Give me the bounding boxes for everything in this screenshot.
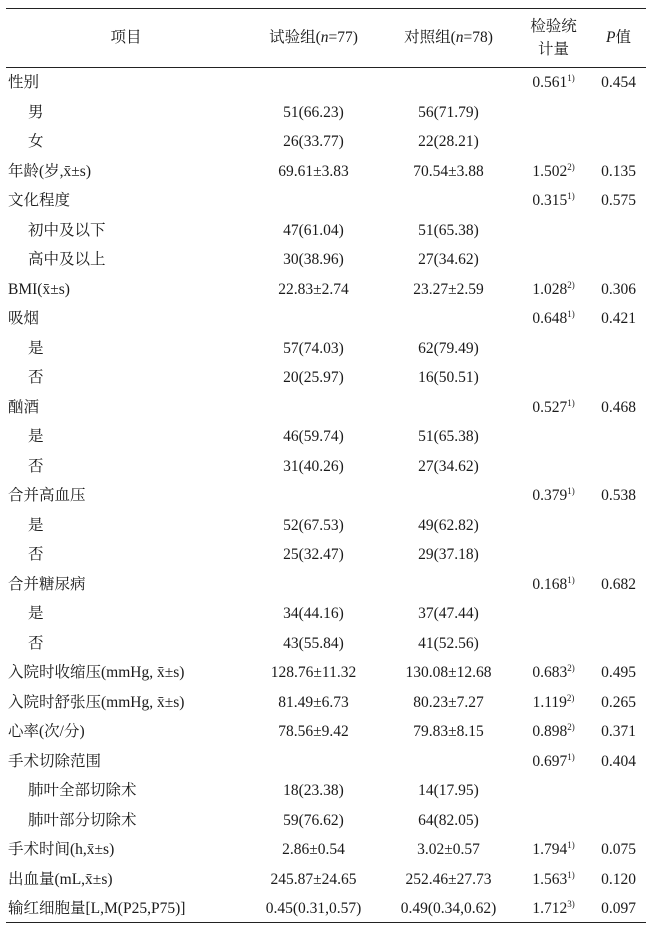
- table-row: [6, 334, 646, 364]
- test-statistic: [516, 481, 591, 511]
- statistic-footnote: 1): [567, 840, 575, 850]
- test-statistic: [516, 688, 591, 718]
- test-group-value: 43(55.84): [283, 634, 344, 652]
- row-label: 男: [28, 103, 44, 121]
- p-value: [591, 334, 646, 364]
- test-group-value: 22.83±2.74: [278, 280, 349, 298]
- test-statistic: [516, 363, 591, 393]
- p-value: 0.371: [601, 723, 636, 740]
- table-row: [6, 540, 646, 570]
- header-p-rest: 值: [615, 29, 631, 46]
- header-control-group: [381, 8, 516, 67]
- table-row: [6, 570, 646, 600]
- row-label: 入院时收缩压(mmHg, x̄±s): [8, 664, 185, 681]
- test-statistic: [516, 570, 591, 600]
- statistic-footnote: 1): [567, 486, 575, 496]
- statistic-footnote: 2): [566, 692, 575, 703]
- control-group-value: 0.49(0.34,0.62): [400, 900, 497, 917]
- p-value: 0.120: [601, 870, 636, 888]
- row-label: 否: [28, 369, 44, 386]
- test-statistic: [516, 894, 591, 924]
- header-item: [6, 8, 246, 67]
- test-statistic: [516, 806, 591, 836]
- control-group-value: [381, 186, 516, 216]
- statistic-footnote: 2): [567, 279, 575, 290]
- test-statistic: [516, 157, 591, 187]
- table-row: [6, 835, 646, 865]
- test-statistic: [516, 127, 591, 157]
- p-value: [591, 245, 646, 275]
- row-label: 心率(次/分): [8, 723, 85, 740]
- p-value: 0.135: [601, 162, 636, 180]
- table-row: [6, 68, 646, 98]
- p-value: [591, 540, 646, 570]
- test-statistic: [516, 629, 591, 659]
- table-row: [6, 422, 646, 452]
- statistic-footnote: 1): [567, 309, 575, 319]
- p-value: [591, 599, 646, 629]
- statistic-value: 1.712: [532, 900, 568, 917]
- row-label: 入院时舒张压(mmHg, x̄±s): [8, 693, 185, 711]
- test-statistic: [516, 865, 591, 895]
- test-statistic: [516, 422, 591, 452]
- test-group-value: [246, 481, 381, 511]
- statistic-value: 0.379: [532, 487, 568, 504]
- p-value: 0.538: [601, 487, 636, 504]
- test-group-value: [246, 186, 381, 216]
- header-stat-line2: 计量: [537, 40, 569, 58]
- test-group-value: [246, 393, 381, 423]
- test-statistic: [516, 186, 591, 216]
- header-ctrl-pre: 对照组(: [404, 29, 456, 46]
- table-row: [6, 865, 646, 895]
- statistic-value: 1.502: [532, 162, 568, 180]
- control-group-value: 51(65.38): [418, 428, 479, 445]
- header-stat-line1: 检验统: [530, 17, 577, 35]
- row-label: 否: [28, 457, 44, 475]
- table-row: [6, 245, 646, 275]
- test-group-value: 31(40.26): [283, 457, 344, 475]
- control-group-value: [381, 304, 516, 334]
- test-group-value: 2.86±0.54: [282, 841, 345, 858]
- statistic-footnote: 3): [567, 899, 575, 909]
- test-statistic: [516, 245, 591, 275]
- p-value: 0.265: [601, 693, 636, 711]
- header-p-italic: P: [606, 29, 616, 46]
- row-label: 否: [28, 634, 44, 652]
- control-group-value: 252.46±27.73: [405, 870, 492, 888]
- table-row: [6, 629, 646, 659]
- statistic-value: 1.563: [532, 870, 568, 888]
- row-label: 否: [28, 546, 44, 563]
- test-group-value: 59(76.62): [283, 811, 344, 829]
- row-label: 文化程度: [8, 192, 71, 209]
- p-value: 0.575: [601, 192, 636, 209]
- table-row: [6, 747, 646, 777]
- control-group-value: 130.08±12.68: [405, 664, 492, 681]
- statistic-value: 0.683: [532, 664, 568, 681]
- test-statistic: [516, 540, 591, 570]
- row-label: BMI(x̄±s): [8, 280, 70, 298]
- p-value: [591, 98, 646, 128]
- test-group-value: 81.49±6.73: [278, 693, 349, 711]
- control-group-value: 22(28.21): [418, 133, 479, 150]
- table-row: [6, 658, 646, 688]
- table-row: [6, 363, 646, 393]
- statistic-footnote: 2): [567, 663, 575, 673]
- row-label: 输红细胞量[L,M(P25,P75)]: [8, 900, 186, 917]
- p-value: 0.421: [601, 310, 636, 327]
- row-label: 女: [28, 133, 44, 150]
- test-group-value: 47(61.04): [283, 221, 344, 239]
- table-row: [6, 776, 646, 806]
- row-label: 年龄(岁,x̄±s): [8, 162, 91, 180]
- test-statistic: [516, 747, 591, 777]
- control-group-value: [381, 481, 516, 511]
- statistic-footnote: 1): [567, 869, 575, 880]
- row-label: 酗酒: [8, 398, 40, 416]
- test-group-value: 46(59.74): [283, 428, 344, 445]
- control-group-value: 70.54±3.88: [413, 162, 484, 180]
- statistic-value: 0.315: [532, 192, 568, 209]
- test-statistic: [516, 275, 591, 305]
- statistic-footnote: 1): [567, 73, 575, 83]
- control-group-value: 23.27±2.59: [413, 280, 484, 298]
- statistic-footnote: 2): [567, 161, 575, 172]
- row-label: 是: [28, 339, 44, 357]
- row-label: 性别: [8, 74, 40, 91]
- row-label: 吸烟: [8, 310, 40, 327]
- table-row: [6, 186, 646, 216]
- p-value: 0.097: [601, 900, 636, 917]
- table-row: [6, 894, 646, 924]
- header-item-label: 项目: [110, 29, 142, 46]
- p-value: 0.682: [601, 575, 636, 593]
- test-statistic: [516, 511, 591, 541]
- test-group-value: 25(32.47): [283, 546, 344, 563]
- test-statistic: [516, 393, 591, 423]
- table-bottom-rule: [6, 922, 646, 923]
- test-group-value: 52(67.53): [283, 516, 344, 534]
- test-statistic: [516, 68, 591, 98]
- row-label: 是: [28, 605, 44, 622]
- statistic-footnote: 1): [567, 397, 575, 408]
- test-group-value: 20(25.97): [283, 369, 344, 386]
- control-group-value: 49(62.82): [418, 516, 479, 534]
- statistic-value: 0.561: [532, 74, 568, 91]
- statistic-value: 1.119: [532, 693, 567, 711]
- control-group-value: 14(17.95): [418, 782, 479, 799]
- table-row: [6, 806, 646, 836]
- row-label: 肺叶全部切除术: [28, 782, 137, 799]
- table-row: [6, 688, 646, 718]
- statistic-value: 0.648: [532, 310, 568, 327]
- table-row: [6, 481, 646, 511]
- table-row: [6, 599, 646, 629]
- control-group-value: [381, 393, 516, 423]
- test-statistic: [516, 835, 591, 865]
- table-row: [6, 127, 646, 157]
- control-group-value: 3.02±0.57: [417, 841, 480, 858]
- statistic-footnote: 1): [567, 574, 575, 585]
- control-group-value: 29(37.18): [418, 546, 479, 563]
- p-value: [591, 452, 646, 482]
- statistic-value: 1.794: [532, 841, 568, 858]
- test-group-value: 51(66.23): [283, 103, 344, 121]
- control-group-value: 27(34.62): [418, 251, 479, 268]
- header-p-value: [591, 8, 646, 67]
- control-group-value: 79.83±8.15: [413, 723, 484, 740]
- table-row: [6, 452, 646, 482]
- control-group-value: 37(47.44): [418, 605, 479, 622]
- test-group-value: 78.56±9.42: [278, 723, 349, 740]
- control-group-value: 80.23±7.27: [413, 693, 484, 711]
- test-group-value: 26(33.77): [283, 133, 344, 150]
- row-label: 是: [28, 428, 44, 445]
- control-group-value: [381, 68, 516, 98]
- p-value: 0.306: [601, 280, 636, 298]
- test-statistic: [516, 717, 591, 747]
- test-statistic: [516, 216, 591, 246]
- row-label: 初中及以下: [28, 221, 106, 239]
- p-value: 0.404: [601, 752, 636, 770]
- p-value: [591, 216, 646, 246]
- control-group-value: 41(52.56): [418, 634, 479, 652]
- table-row: [6, 393, 646, 423]
- p-value: 0.454: [601, 74, 636, 91]
- row-label: 合并糖尿病: [8, 575, 86, 593]
- control-group-value: [381, 747, 516, 777]
- test-group-value: 30(38.96): [283, 251, 344, 268]
- header-test-n: n: [320, 29, 329, 46]
- table-row: [6, 157, 646, 187]
- statistic-value: 0.168: [532, 575, 568, 593]
- statistic-footnote: 1): [567, 751, 575, 762]
- row-label: 是: [28, 516, 44, 534]
- p-value: 0.468: [601, 398, 636, 416]
- p-value: 0.075: [601, 841, 636, 858]
- test-group-value: 128.76±11.32: [270, 664, 357, 681]
- p-value: [591, 422, 646, 452]
- header-statistic: [516, 8, 591, 67]
- row-label: 出血量(mL,x̄±s): [8, 870, 113, 888]
- table-row: [6, 717, 646, 747]
- test-group-value: 18(23.38): [283, 782, 344, 799]
- table-row: [6, 98, 646, 128]
- row-label: 肺叶部分切除术: [28, 811, 137, 829]
- control-group-value: 27(34.62): [418, 457, 479, 475]
- statistic-value: 0.697: [532, 752, 568, 770]
- statistic-footnote: 1): [567, 191, 575, 201]
- statistic-value: 1.028: [532, 280, 568, 298]
- table-row: [6, 304, 646, 334]
- row-label: 手术切除范围: [8, 752, 102, 770]
- control-group-value: 64(82.05): [418, 811, 479, 829]
- p-value: 0.495: [601, 664, 636, 681]
- p-value: [591, 363, 646, 393]
- test-statistic: [516, 599, 591, 629]
- control-group-value: 51(65.38): [418, 221, 479, 239]
- table-row: [6, 511, 646, 541]
- control-group-value: 56(71.79): [418, 103, 479, 121]
- statistic-value: 0.527: [532, 398, 568, 416]
- header-ctrl-post: =78): [463, 29, 493, 46]
- p-value: [591, 806, 646, 836]
- statistic-footnote: 2): [567, 722, 575, 732]
- test-group-value: [246, 304, 381, 334]
- p-value: [591, 511, 646, 541]
- table-row: [6, 275, 646, 305]
- test-group-value: 0.45(0.31,0.57): [265, 900, 362, 917]
- statistic-value: 0.898: [532, 723, 568, 740]
- header-test-post: =77): [328, 29, 358, 46]
- test-group-value: 57(74.03): [283, 339, 344, 357]
- test-group-value: [246, 68, 381, 98]
- test-statistic: [516, 304, 591, 334]
- control-group-value: [381, 570, 516, 600]
- test-group-value: [246, 747, 381, 777]
- header-ctrl-n: n: [455, 29, 464, 46]
- control-group-value: 62(79.49): [418, 339, 479, 357]
- p-value: [591, 776, 646, 806]
- test-group-value: [246, 570, 381, 600]
- header-test-pre: 试验组(: [269, 29, 321, 46]
- row-label: 合并高血压: [8, 487, 86, 504]
- test-statistic: [516, 658, 591, 688]
- test-statistic: [516, 334, 591, 364]
- test-statistic: [516, 452, 591, 482]
- control-group-value: 16(50.51): [418, 369, 479, 386]
- test-statistic: [516, 776, 591, 806]
- test-group-value: 245.87±24.65: [270, 870, 357, 888]
- test-group-value: 69.61±3.83: [278, 162, 349, 180]
- row-label: 手术时间(h,x̄±s): [8, 841, 115, 858]
- p-value: [591, 629, 646, 659]
- row-label: 高中及以上: [28, 251, 106, 268]
- table-row: [6, 216, 646, 246]
- test-statistic: [516, 98, 591, 128]
- test-group-value: 34(44.16): [283, 605, 344, 622]
- p-value: [591, 127, 646, 157]
- header-test-group: [246, 8, 381, 67]
